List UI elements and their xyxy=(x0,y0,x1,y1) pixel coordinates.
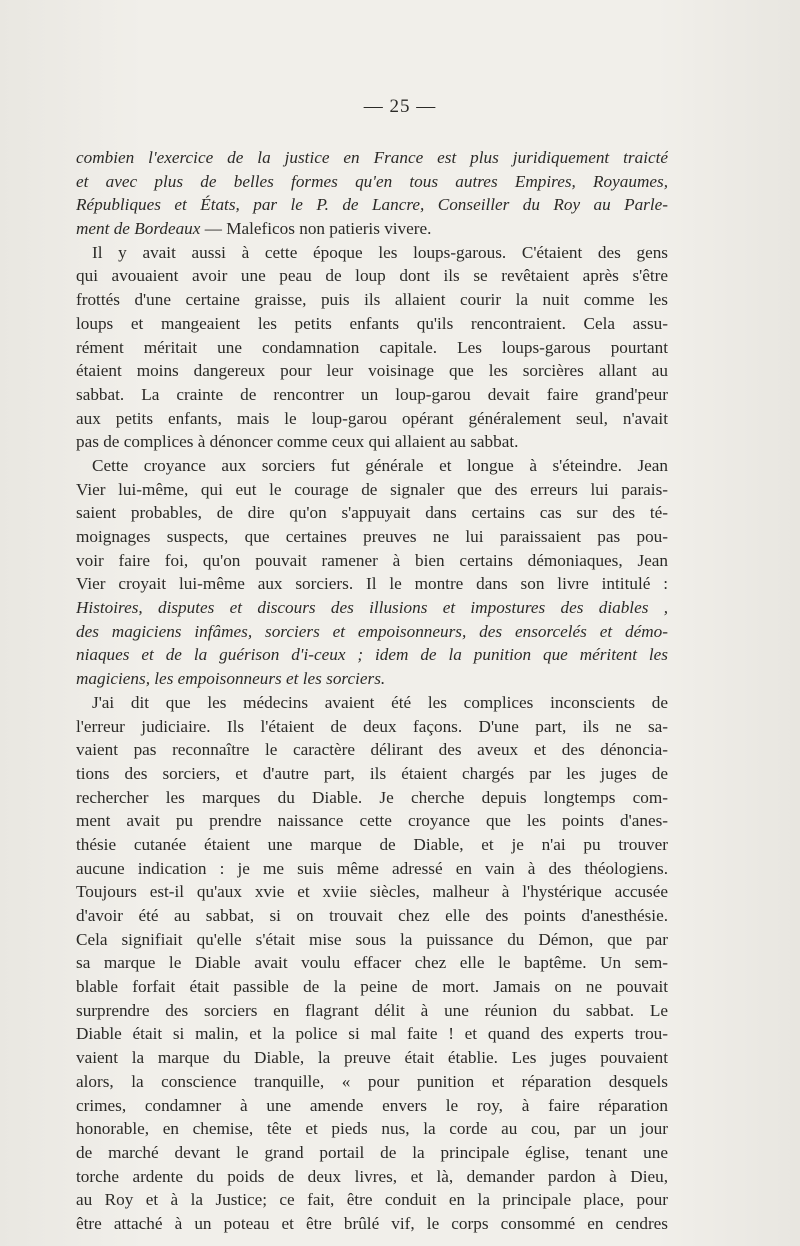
text-line xyxy=(76,1141,668,1165)
roman-text: crimes, condamner à une amende envers le roy, à faire réparation xyxy=(76,1095,668,1115)
italic-text: Histoires, disputes et discours des illusions et impostures des diables , xyxy=(76,598,668,618)
roman-text: blable forfait était passible de la peine de mort. Jamais on ne pouvait xyxy=(76,977,668,997)
roman-text: tions des sorciers, et d'autre part, ils étaient chargés par les juges de xyxy=(76,763,668,783)
roman-text: Cela signifiait qu'elle s'était mise sous la puissance du Démon, que par xyxy=(76,929,668,949)
roman-text: vaient la marque du Diable, la preuve était établie. Les juges pouvaient xyxy=(76,1048,668,1068)
text-line xyxy=(76,643,668,667)
text-line xyxy=(76,975,668,999)
text-line xyxy=(76,809,668,833)
text-line xyxy=(76,999,668,1023)
italic-text: et avec plus de belles formes qu'en tous autres Empires, Royaumes, xyxy=(76,171,668,191)
text-line xyxy=(76,549,668,573)
roman-text: voir faire foi, qu'on pouvait ramener à bien certains démoniaques, Jean xyxy=(76,550,668,570)
text-line xyxy=(76,1094,668,1118)
text-line xyxy=(76,146,668,170)
italic-text: des magiciens infâmes, sorciers et empoisonneurs, des ensorcelés et démo- xyxy=(76,621,668,641)
text-line xyxy=(76,928,668,952)
text-line xyxy=(76,762,668,786)
roman-text: Vier lui-même, qui eut le courage de signaler que des erreurs lui parais- xyxy=(76,479,668,499)
roman-text: Toujours est-il qu'aux xvie et xviie siècles, malheur à l'hystérique accusée xyxy=(76,882,668,902)
text-line xyxy=(76,501,668,525)
text-line xyxy=(76,904,668,928)
roman-text: Diable était si malin, et la police si mal faite ! et quand des experts trou- xyxy=(76,1024,668,1044)
text-line xyxy=(76,264,668,288)
text-line xyxy=(76,1070,668,1094)
text-line xyxy=(76,1046,668,1070)
roman-text: J'ai dit que les médecins avaient été les complices inconscients de xyxy=(92,692,668,712)
text-line xyxy=(76,478,668,502)
text-line xyxy=(76,738,668,762)
text-line xyxy=(76,691,668,715)
text-line xyxy=(76,1188,668,1212)
italic-text: ment de Bordeaux xyxy=(76,219,201,239)
roman-text: Il y avait aussi à cette époque les loups-garous. C'étaient des gens xyxy=(92,242,668,262)
roman-text: de marché devant le grand portail de la principale église, tenant une xyxy=(76,1142,668,1162)
text-line xyxy=(76,880,668,904)
roman-text: rechercher les marques du Diable. Je cherche depuis longtemps com- xyxy=(76,787,668,807)
text-line xyxy=(76,857,668,881)
roman-text: pas de complices à dénoncer comme ceux qui allaient au sabbat. xyxy=(76,432,519,452)
text-line xyxy=(76,1117,668,1141)
text-line xyxy=(76,620,668,644)
italic-text: niaques et de la guérison d'i-ceux ; idem de la punition que méritent les xyxy=(76,645,668,665)
roman-text: thésie cutanée étaient une marque de Diable, et je n'ai pu trouver xyxy=(76,834,668,854)
roman-text: sabbat. La crainte de rencontrer un loup-garou devait faire grand'peur xyxy=(76,384,668,404)
text-line xyxy=(76,525,668,549)
text-line xyxy=(76,336,668,360)
roman-text: loups et mangeaient les petits enfants qu'ils rencontraient. Cela assu- xyxy=(76,313,668,333)
italic-text: Républiques et États, par le P. de Lancre, Conseiller du Roy au Parle- xyxy=(76,195,668,215)
roman-text: au Roy et à la Justice; ce fait, être conduit en la principale place, pour xyxy=(76,1190,668,1210)
roman-text: ment avait pu prendre naissance cette croyance que les points d'anes- xyxy=(76,811,668,831)
roman-text: Cette croyance aux sorciers fut générale et longue à s'éteindre. Jean xyxy=(92,455,668,475)
text-line xyxy=(76,572,668,596)
text-line xyxy=(76,407,668,431)
text-line xyxy=(76,217,668,241)
roman-text: frottés d'une certaine graisse, puis ils allaient courir la nuit comme les xyxy=(76,290,668,310)
roman-text: qui avouaient avoir une peau de loup dont ils se revêtaient après s'être xyxy=(76,266,668,286)
roman-text: — Maleficos non patieris vivere. xyxy=(200,219,432,239)
text-line xyxy=(76,596,668,620)
text-line xyxy=(76,667,668,691)
roman-text: être attaché à un poteau et être brûlé vif, le corps consommé en cendres xyxy=(76,1213,668,1233)
text-line xyxy=(76,1022,668,1046)
roman-text: vaient pas reconnaître le caractère délirant des aveux et des dénoncia- xyxy=(76,740,668,760)
text-line xyxy=(76,312,668,336)
text-line xyxy=(76,193,668,217)
roman-text: moignages suspects, que certaines preuves ne lui paraissaient pas pou- xyxy=(76,527,668,546)
roman-text: aucune indication : je me suis même adressé en vain à des théologiens. xyxy=(76,858,668,878)
body-text xyxy=(76,146,668,1236)
text-line xyxy=(76,288,668,312)
text-line xyxy=(76,170,668,194)
text-line xyxy=(76,951,668,975)
italic-text: combien l'exercice de la justice en France est plus juridiquement traicté xyxy=(76,148,668,167)
text-line xyxy=(76,359,668,383)
text-line xyxy=(76,833,668,857)
roman-text: aux petits enfants, mais le loup-garou opérant généralement seul, n'avait xyxy=(76,408,668,428)
text-line xyxy=(76,383,668,407)
roman-text: torche ardente du poids de deux livres, et là, demander pardon à Dieu, xyxy=(76,1166,668,1186)
roman-text: étaient moins dangereux pour leur voisinage que les sorcières allant au xyxy=(76,361,668,381)
text-line xyxy=(76,430,668,454)
text-line xyxy=(76,1212,668,1236)
text-line xyxy=(76,715,668,739)
text-line xyxy=(76,1165,668,1189)
page-number: — 25 — xyxy=(363,96,437,117)
roman-text: sa marque le Diable avait voulu effacer chez elle le baptême. Un sem- xyxy=(76,953,668,973)
text-line xyxy=(76,786,668,810)
roman-text: Vier croyait lui-même aux sorciers. Il le montre dans son livre intitulé : xyxy=(76,574,668,594)
text-line xyxy=(76,454,668,478)
roman-text: alors, la conscience tranquille, « pour punition et réparation desquels xyxy=(76,1071,668,1091)
roman-text: d'avoir été au sabbat, si on trouvait chez elle des points d'anesthésie. xyxy=(76,906,668,925)
roman-text: rément méritait une condamnation capitale. Les loups-garous pourtant xyxy=(76,337,668,357)
roman-text: honorable, en chemise, tête et pieds nus, la corde au cou, par un jour xyxy=(76,1119,668,1139)
italic-text: magiciens, les empoisonneurs et les sorciers. xyxy=(76,669,386,689)
text-line xyxy=(76,241,668,265)
roman-text: surprendre des sorciers en flagrant délit à une réunion du sabbat. Le xyxy=(76,1000,668,1020)
roman-text: l'erreur judiciaire. Ils l'étaient de deux façons. D'une part, ils ne sa- xyxy=(76,716,668,736)
roman-text: saient probables, de dire qu'on s'appuyait dans certains cas sur des té- xyxy=(76,503,668,523)
